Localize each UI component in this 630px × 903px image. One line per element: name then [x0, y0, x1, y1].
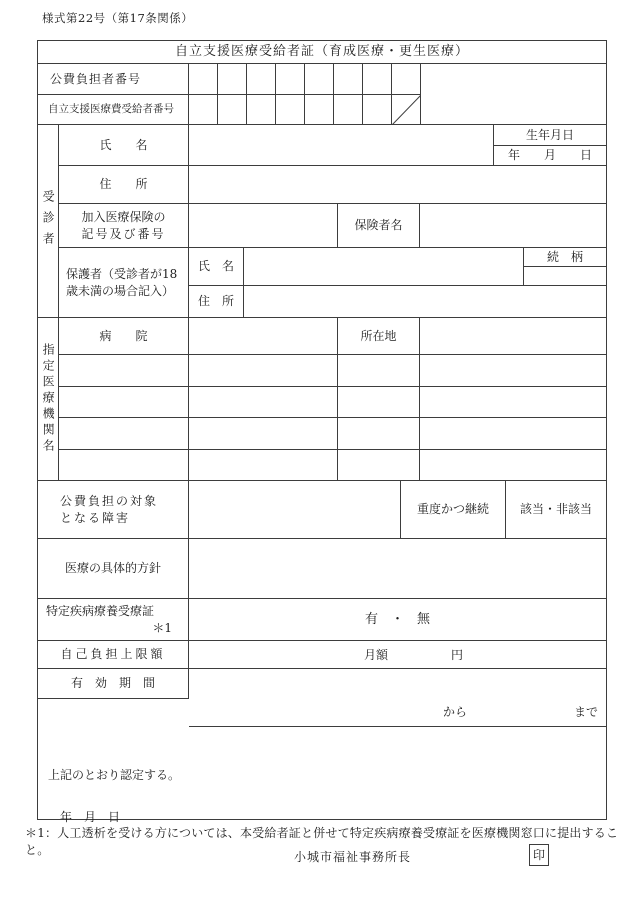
recipient-number-cell [363, 95, 392, 125]
guardian-name-label: 氏 名 [189, 248, 244, 286]
insurance-label-line1: 加入医療保険の [81, 210, 166, 225]
institution-row-cell [420, 387, 606, 418]
form-number: 様式第22号（第17条関係） [42, 11, 194, 25]
institution-row-cell [59, 418, 189, 450]
institution-row-cell [189, 418, 338, 450]
institution-row-cell [59, 387, 189, 418]
certify-date: 年 月 日 [60, 810, 121, 824]
guardian-label: 保護者（受診者が18歳未満の場合記入） [59, 248, 189, 318]
hospital-name-field [189, 318, 338, 355]
institution-row-cell [189, 355, 338, 387]
payer-number-cell [247, 64, 276, 95]
birthdate-header: 生年月日 [494, 125, 606, 146]
applicable-label: 該当・非該当 [506, 481, 606, 539]
institution-row-cell [59, 450, 189, 481]
location-label: 所在地 [338, 318, 420, 355]
disability-label-line1: 公費負担の対象 [60, 494, 159, 509]
institution-row-cell [338, 355, 420, 387]
certification-block [38, 757, 606, 877]
patient-address-field [189, 166, 606, 204]
copay-monthly-label: 月額 [364, 648, 389, 662]
recipient-number-cell [392, 95, 421, 125]
payer-number-label: 公費負担者番号 [38, 64, 189, 95]
footnote: ＊1：人工透析を受ける方については、本受給者証と併せて特定疾病療養受療証を医療機関窓口に提出すること。 [25, 826, 619, 857]
recipient-number-cell [305, 95, 334, 125]
institution-row-cell [338, 387, 420, 418]
location-field [420, 318, 606, 355]
recipient-number-cell [276, 95, 305, 125]
payer-number-cell [363, 64, 392, 95]
institution-row-cell [189, 387, 338, 418]
recipient-number-cell [189, 95, 218, 125]
disability-field [189, 481, 401, 539]
recipient-number-cell [218, 95, 247, 125]
number-rows-blank-area [421, 64, 606, 125]
institution-row-cell [420, 355, 606, 387]
guardian-address-field [244, 286, 606, 318]
copay-limit-label: 自己負担上限額 [38, 641, 189, 669]
specified-disease-value: 有 ・ 無 [189, 599, 606, 641]
payer-number-cell [392, 64, 421, 95]
seal-mark: 印 [529, 844, 549, 866]
validity-from-label: から [443, 705, 468, 719]
institution-row-cell [420, 418, 606, 450]
recipient-number-cell [247, 95, 276, 125]
severe-continuous-label: 重度かつ継続 [401, 481, 506, 539]
insurance-number-field [189, 204, 338, 248]
insurer-name-field [420, 204, 606, 248]
payer-number-cell [276, 64, 305, 95]
director-title: 小城市福祉事務所長 [294, 850, 412, 864]
recipient-number-label: 自立支援医療費受給者番号 [38, 95, 189, 125]
patient-section-label: 受診者 [38, 125, 59, 318]
birthdate-ymd: 年 月 日 [494, 146, 606, 166]
specified-disease-label: 特定疾病療養受療証 [46, 604, 155, 619]
institution-row-cell [338, 418, 420, 450]
patient-name-field [189, 125, 494, 166]
validity-period-label: 有 効 期 間 [38, 669, 189, 699]
insurance-label-line2: 記号及び番号 [81, 226, 166, 241]
relation-header: 続 柄 [524, 248, 606, 267]
institution-row-cell [338, 450, 420, 481]
hospital-label: 病 院 [59, 318, 189, 355]
institution-section-label: 指定医療機関名 [38, 318, 59, 481]
copay-unit-label: 円 [451, 648, 464, 662]
payer-number-cell [334, 64, 363, 95]
institution-row-cell [189, 450, 338, 481]
medical-policy-label: 医療の具体的方針 [38, 539, 189, 599]
certify-statement: 上記のとおり認定する。 [48, 768, 181, 782]
institution-row-cell [59, 355, 189, 387]
insurer-label: 保険者名 [338, 204, 420, 248]
guardian-address-label: 住 所 [189, 286, 244, 318]
institution-row-cell [420, 450, 606, 481]
payer-number-cell [305, 64, 334, 95]
relation-field [524, 267, 606, 286]
patient-address-label: 住 所 [59, 166, 189, 204]
validity-to-label: まで [573, 705, 598, 719]
patient-name-label: 氏 名 [59, 125, 189, 166]
payer-number-cell [189, 64, 218, 95]
recipient-number-cell [334, 95, 363, 125]
diagonal-slash-icon [392, 95, 421, 125]
medical-policy-field [189, 539, 606, 599]
document-title: 自立支援医療受給者証（育成医療・更生医療） [38, 41, 606, 64]
disability-label-line2: となる障害 [60, 510, 131, 525]
payer-number-cell [218, 64, 247, 95]
specified-disease-note: ＊1 [152, 620, 172, 635]
guardian-name-field [244, 248, 524, 286]
